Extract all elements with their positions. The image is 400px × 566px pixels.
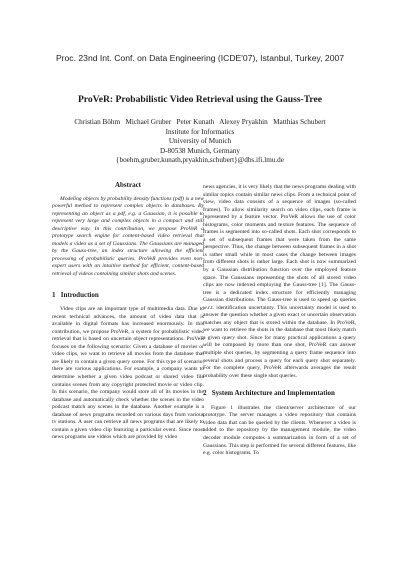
right-column bbox=[203, 184, 356, 458]
conference-header: Proc. 23nd Int. Conf. on Data Engineering (ICDE'07), Istanbul, Turkey, 2007 bbox=[55, 53, 345, 63]
abstract-heading: Abstract bbox=[114, 181, 142, 189]
section-2-paragraph: Figure 1 illustrates the client/server architecture of our prototype. The server manages a video repository that contains video data that can be queried by the clients. Whenever a video is added to the repository by the management module, the video decoder module computes a summarization in form of a set of Gaussians. This step is performed for several different features, like e.g. color histograms. To bbox=[203, 404, 356, 457]
author-university: University of Munich bbox=[168, 137, 232, 146]
author-emails: {boehm,gruber,kunath,pryakhin,schubert}@dbs.ifi.lmu.de bbox=[116, 156, 284, 165]
right-column-paragraph: news agencies, it is very likely that the news programs dealing with similar topics contain similar news clips. From a technical point of view, video data consists of a sequence of images (so-called frames). To allow similarity search on video clips, each frame is represented by a feature vector. ProVeR allows the use of color histograms, color moments and texture features. The sequence of frames is segmented into so-called shots. Each shot corresponds to a set of subsequent frames that were taken from the same perspective. Thus, the change between subsequent frames in a shot is rather small while in most cases the change between images from different shots is rather large. Each shot is now summarized by a Gaussian distribution function over the employed feature space. The Gaussians representing the shots of all stored video clips are now indexed employing the Gauss-tree [1]. The Gauss-tree is a dedicated index structure for efficiently managing Gaussian distributions. The Gauss-tree is used to speed up queries w.r.t. identification uncertainty. This uncertainty model is used to answer the question whether a given exact or uncertain observation matches any object that is stored within the database. In ProVeR, we want to retrieve the shots in the database that most likely match a given query shot. Since for many practical applications a query will be composed by more than one shot, ProVeR can answer multiple shot queries, by segmenting a query frame sequence into several shots and process a query for each query shot separately. For the complete query, ProVeR afterwards averages the result probability over these single shot queries. bbox=[203, 184, 356, 379]
left-column bbox=[52, 182, 204, 442]
abstract-text: Modeling objects by probability density functions (pdf) is a new powerful method to represent complex objects in databases. By representing an object as a pdf, e.g. a Gaussian, it is possible to represent very large and complex objects in a compact and still descriptive way. In this contribution, we propose ProVeR a prototype search engine for content-based video retrieval that models a video as a set of Gaussians. The Gaussians are managed by the Gauss-tree, an index structure allowing the efficient processing of probabilistic queries. ProVeR provides even non-expert users with an intuitive method for efficient, content-based retrieval of videos containing similar shots and scenes. bbox=[52, 195, 204, 278]
author-institute: Institute for Informatics bbox=[165, 127, 235, 136]
author-block bbox=[0, 118, 400, 166]
author-names: Christian Böhm Michael Gruber Peter Kunath Alexey Pryakhin Matthias Schubert bbox=[74, 118, 326, 126]
section-2-heading: 2 System Architecture and Implementation bbox=[203, 389, 335, 398]
section-1-heading: 1 Introduction bbox=[52, 290, 99, 299]
section-1-paragraph: Video clips are an important type of multimedia data. Due to recent technical advances, the amount of video data that is available in digital formats has increased enormously. In this contribution, we propose ProVeR, a system for probabilistic video retrieval that is based on uncertain object representations. ProVeR focuses on the following scenario: Given a database of movies or video clips, we want to retrieve all movies from the database that are likely to contain a given query scene. For this type of scenario, there are various applications. For example, a company wants to determine whether a given video podcast or shared video file contains scenes from any copyright protected movie or video clip. In this scenario, the company would store all of its movies in the database and automatically check whether the scenes in the video podcast match any scenes in the database. Another example is a database of news programs recorded on various days from various tv stations. A user can retrieve all news programs that are likely to contain a given video clip featuring a particular event. Since most news programs use videos which are provided by video bbox=[52, 306, 204, 441]
paper-title: ProVeR: Probabilistic Video Retrieval using the Gauss-Tree bbox=[77, 94, 323, 105]
author-address: D-80538 Munich, Germany bbox=[159, 146, 241, 155]
